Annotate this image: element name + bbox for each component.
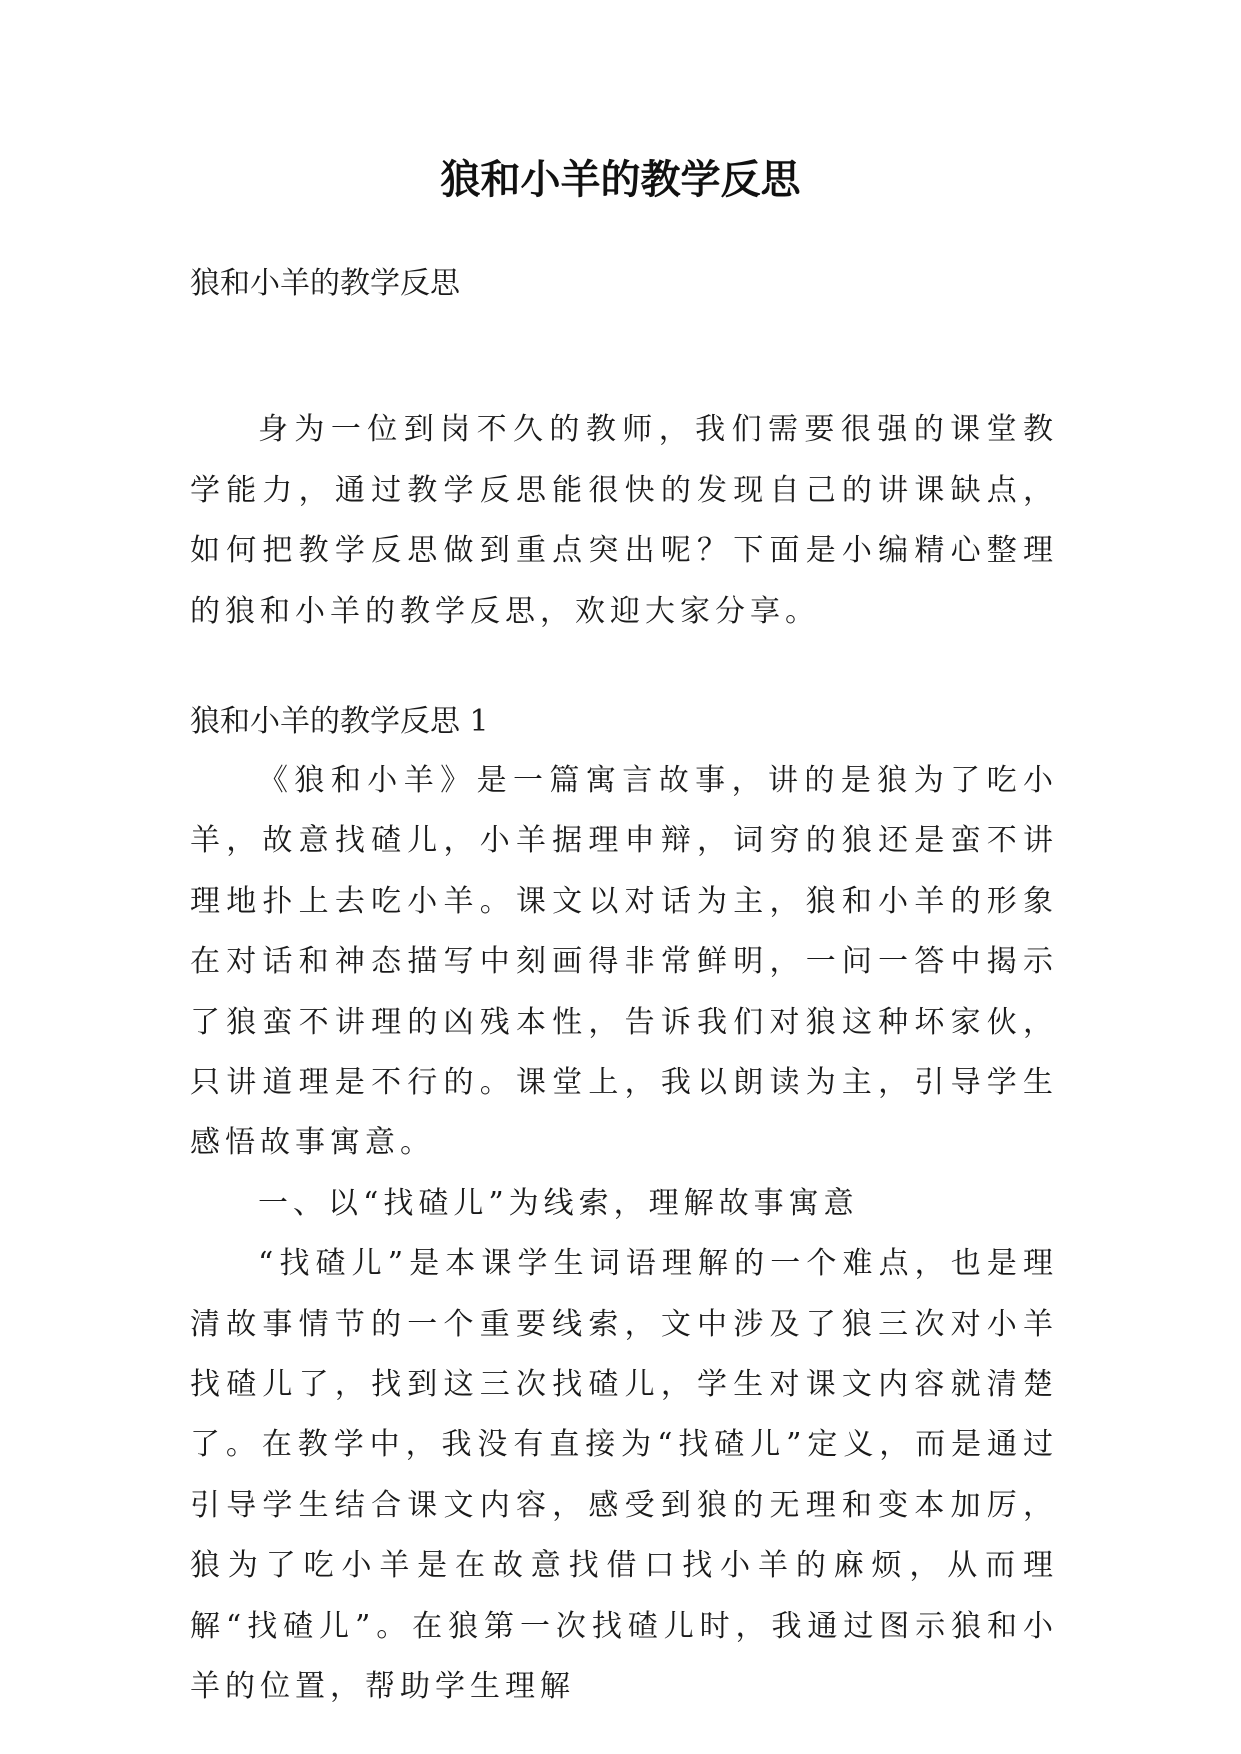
intro-paragraph: 身为一位到岗不久的教师，我们需要很强的课堂教学能力，通过教学反思能很快的发现自己的讲课缺点，如何把教学反思做到重点突出呢？下面是小编精心整理的狼和小羊的教学反思，欢迎大家分享。 xyxy=(190,412,1058,629)
document-subtitle: 狼和小羊的教学反思 xyxy=(190,266,460,301)
document-title: 狼和小羊的教学反思 xyxy=(440,156,801,203)
intro-block xyxy=(190,400,1058,642)
body-paragraph: “找碴儿”是本课学生词语理解的一个难点，也是理清故事情节的一个重要线索，文中涉及了狼三次对小羊找碴儿了，找到这三次找碴儿，学生对课文内容就清楚了。在教学中，我没有直接为“找碴儿”定义，而是通过引导学生结合课文内容，感受到狼的无理和变本加厉，狼为了吃小羊是在故意找借口找小羊的麻烦，从而理解“找碴儿”。在狼第一次找碴儿时，我通过图示狼和小羊的位置，帮助学生理解 xyxy=(190,1246,1058,1705)
section-heading: 狼和小羊的教学反思 1 xyxy=(190,704,489,739)
section-body xyxy=(190,751,1058,1718)
body-paragraph: 《狼和小羊》是一篇寓言故事，讲的是狼为了吃小羊，故意找碴儿，小羊据理申辩，词穷的狼还是蛮不讲理地扑上去吃小羊。课文以对话为主，狼和小羊的形象在对话和神态描写中刻画得非常鲜明，一问一答中揭示了狼蛮不讲理的凶残本性，告诉我们对狼这种坏家伙，只讲道理是不行的。课堂上，我以朗读为主，引导学生感悟故事寓意。 xyxy=(190,763,1058,1161)
subheading-paragraph: 一、以“找碴儿”为线索，理解故事寓意 xyxy=(258,1185,859,1221)
